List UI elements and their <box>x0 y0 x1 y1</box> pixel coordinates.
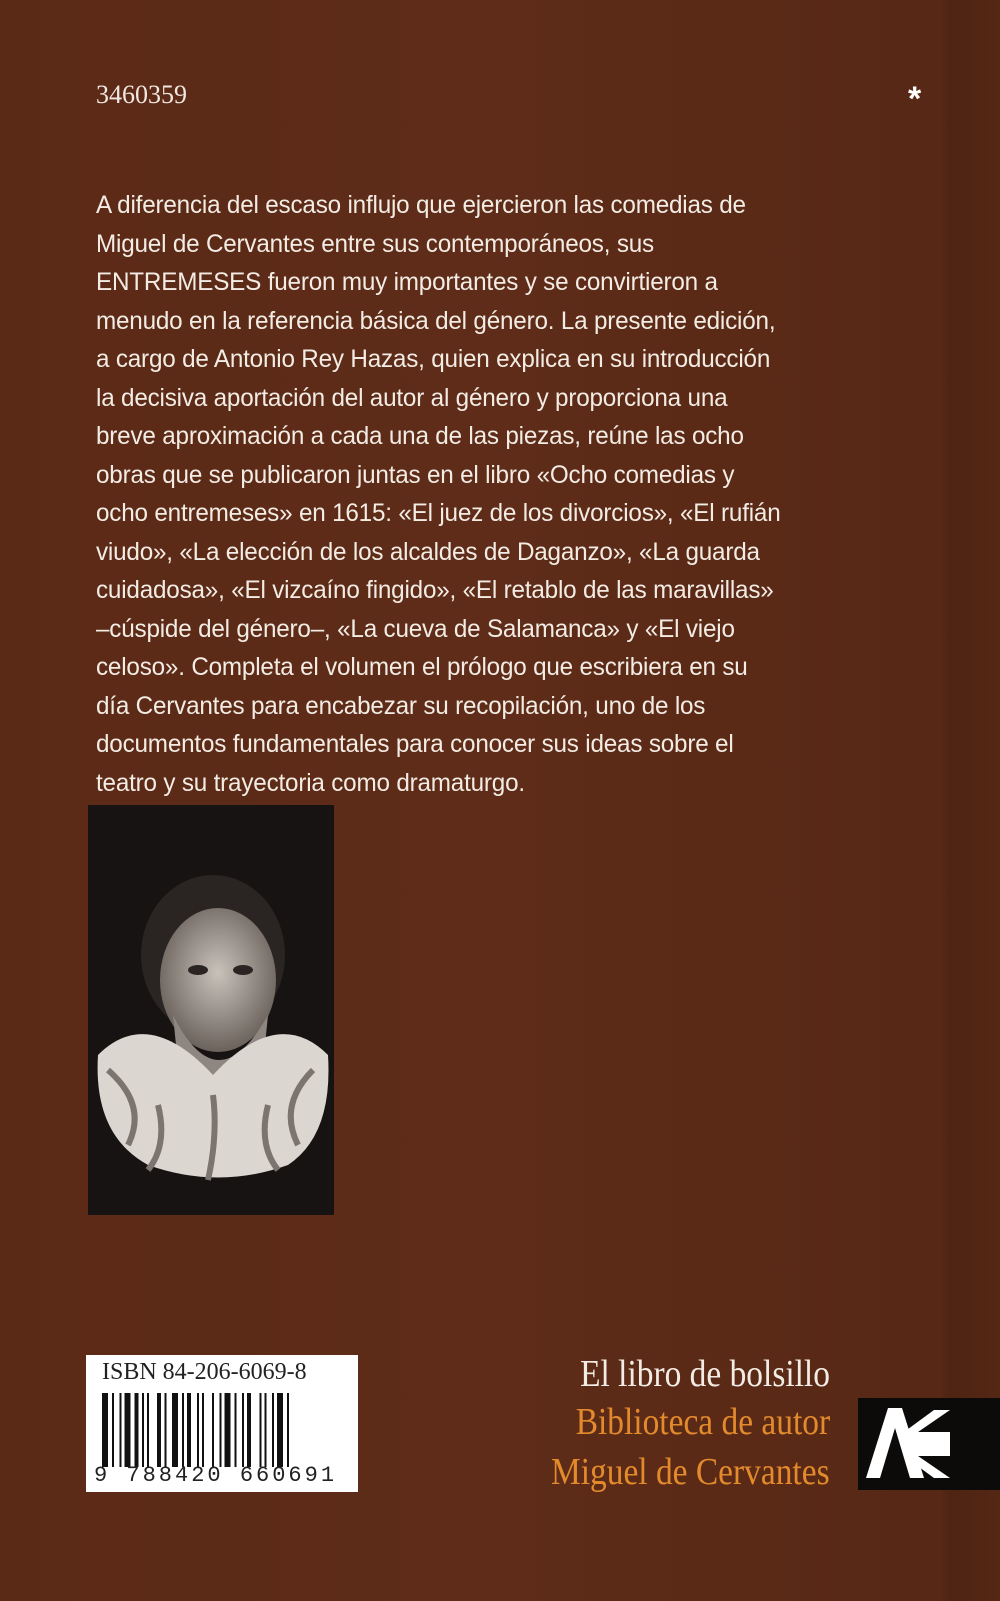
barcode-bar <box>197 1393 199 1467</box>
barcode-bar <box>125 1393 131 1467</box>
barcode-bar <box>102 1393 108 1467</box>
cervantes-portrait <box>88 805 334 1215</box>
blurb-line: celoso». Completa el volumen el prólogo que escribiera en su <box>96 653 748 681</box>
blurb-line: viudo», «La elección de los alcaldes de Daganzo», «La guarda <box>96 537 760 566</box>
barcode-bar <box>187 1393 191 1467</box>
barcode-bar <box>260 1393 262 1467</box>
isbn-barcode <box>86 1355 358 1492</box>
blurb-line: obras que se publicaron juntas en el libro «Ocho comedias y <box>96 460 735 489</box>
barcode-bar <box>135 1393 139 1467</box>
blurb-line: a cargo de Antonio Rey Hazas, quien explica en su introducción <box>96 345 771 373</box>
barcode-bars <box>102 1393 348 1467</box>
blurb-line: ocho entremeses» en 1615: «El juez de los divorcios», «El rufián <box>96 499 781 527</box>
blurb-line: día Cervantes para encabezar su recopilación, uno de los <box>96 691 706 720</box>
barcode-bar <box>272 1393 274 1467</box>
barcode-bar <box>287 1393 289 1467</box>
collection-name: Biblioteca de autor <box>575 1401 830 1443</box>
author-name: Miguel de Cervantes <box>551 1451 830 1493</box>
barcode-bar <box>235 1393 237 1467</box>
barcode-bar <box>157 1393 161 1467</box>
blurb-line: ENTREMESES fueron muy importantes y se convirtieron a <box>96 268 718 296</box>
barcode-bar <box>165 1393 167 1467</box>
barcode-bar <box>220 1393 222 1467</box>
ean-number: 9 788420 660691 <box>94 1463 338 1488</box>
barcode-bar <box>142 1393 144 1467</box>
publisher-logo <box>858 1398 1000 1490</box>
isbn-text: ISBN 84-206-6069-8 <box>102 1359 307 1385</box>
barcode-bar <box>182 1393 184 1467</box>
blurb-line: breve aproximación a cada una de las piezas, reúne las ocho <box>96 422 744 450</box>
barcode-bar <box>202 1393 204 1467</box>
blurb-text <box>96 186 976 802</box>
barcode-bar <box>120 1393 122 1467</box>
series-name: El libro de bolsillo <box>580 1353 830 1395</box>
blurb-line: –cúspide del género–, «La cueva de Salamanca» y «El viejo <box>96 614 735 643</box>
blurb-line: la decisiva aportación del autor al género y proporciona una <box>96 383 728 412</box>
barcode-bar <box>225 1393 231 1467</box>
blurb-line: teatro y su trayectoria como dramaturgo. <box>96 768 525 797</box>
catalog-number: 3460359 <box>96 80 187 109</box>
barcode-bar <box>247 1393 251 1467</box>
barcode-bar <box>265 1393 267 1467</box>
barcode-bar <box>242 1393 244 1467</box>
blurb-line: Miguel de Cervantes entre sus contemporáneos, sus <box>96 229 654 258</box>
barcode-bar <box>277 1393 283 1467</box>
asterisk-mark: * <box>908 80 922 118</box>
barcode-bar <box>112 1393 114 1467</box>
blurb-line: cuidadosa», «El vizcaíno fingido», «El retablo de las maravillas» <box>96 576 774 604</box>
blurb-line: menudo en la referencia básica del género. La presente edición, <box>96 306 776 335</box>
barcode-bar <box>172 1393 178 1467</box>
blurb-line: documentos fundamentales para conocer sus ideas sobre el <box>96 730 734 758</box>
blurb-line: A diferencia del escaso influjo que ejercieron las comedias de <box>96 191 746 219</box>
barcode-bar <box>147 1393 149 1467</box>
barcode-bar <box>212 1393 214 1467</box>
